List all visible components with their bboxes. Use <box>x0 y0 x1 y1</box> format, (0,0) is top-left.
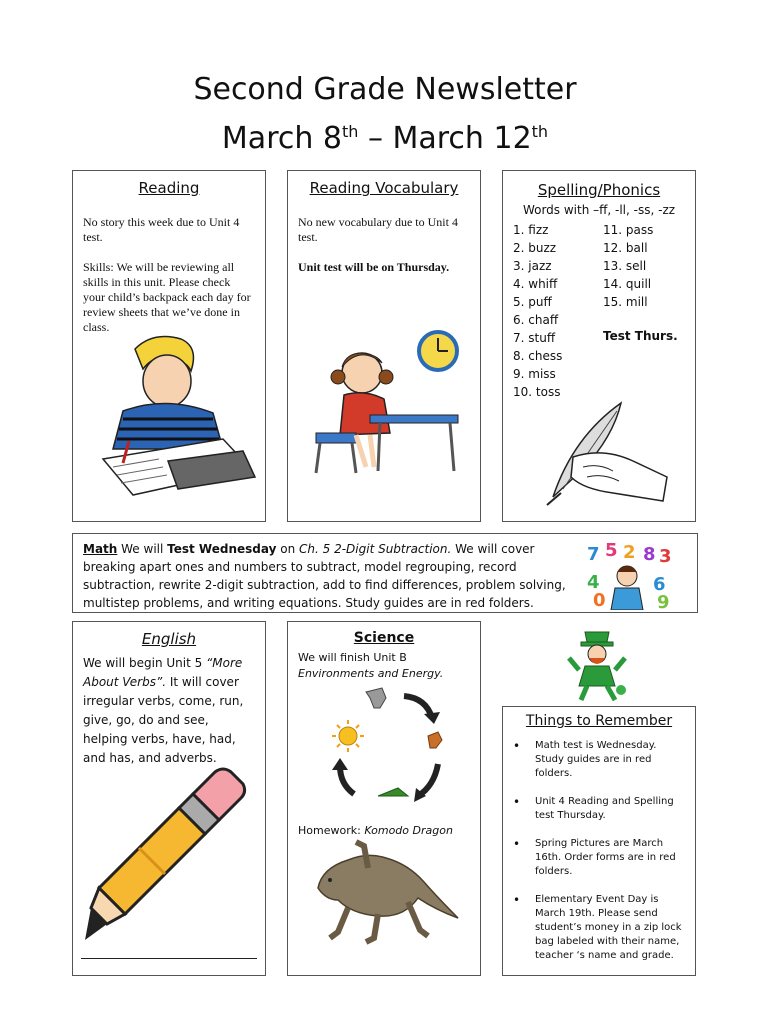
svg-text:5: 5 <box>605 540 618 561</box>
girl-at-desk-illustration <box>300 343 470 478</box>
vocabulary-text-1: No new vocabulary due to Unit 4 test. <box>298 215 458 244</box>
reminders-section <box>502 706 696 976</box>
reminders-list <box>513 739 685 963</box>
svg-text:4: 4 <box>587 572 600 593</box>
svg-text:6: 6 <box>653 574 666 595</box>
svg-text:8: 8 <box>643 544 656 565</box>
newsletter-title: Second Grade Newsletter <box>193 72 577 107</box>
reading-section <box>72 170 266 522</box>
svg-text:3: 3 <box>659 546 672 567</box>
spelling-subtitle: Words with –ff, -ll, -ss, -zz <box>522 203 676 217</box>
svg-text:2: 2 <box>623 542 636 563</box>
spelling-word: 4. whiff <box>513 277 558 291</box>
spelling-test-note: Test Thurs. <box>603 329 678 343</box>
spelling-word: 11. pass <box>603 223 654 237</box>
spelling-word: 5. puff <box>513 295 552 309</box>
reminders-heading: Things to Remember <box>525 713 673 729</box>
homework-text: Homework: Komodo Dragon <box>298 824 453 837</box>
spelling-word: 13. sell <box>603 259 647 273</box>
spelling-word: 14. quill <box>603 277 652 291</box>
spelling-word: 3. jazz <box>513 259 552 273</box>
spelling-word: 6. chaff <box>513 313 559 327</box>
svg-text:7: 7 <box>587 544 600 565</box>
svg-text:0: 0 <box>593 590 606 610</box>
math-label: Math <box>83 542 118 556</box>
reminder-item: • Elementary Event Day is March 19th. Please send student’s money in a zip lock bag labeled with their name, teacher ‘s name and grade. <box>513 893 685 963</box>
svg-text:9: 9 <box>657 592 670 610</box>
vocabulary-text-2: Unit test will be on Thursday. <box>298 260 450 274</box>
komodo-dragon-illustration <box>308 838 468 948</box>
spelling-word: 1. fizz <box>513 223 549 237</box>
reminder-item: • Spring Pictures are March 16th. Order forms are in red folders. <box>513 837 685 879</box>
vocabulary-section <box>287 170 481 522</box>
newsletter-date-range: March 8th – March 12th <box>221 121 549 156</box>
energy-cycle-diagram <box>310 684 460 814</box>
spelling-word: 8. chess <box>513 349 563 363</box>
spelling-word-list-right <box>603 221 653 311</box>
science-heading: Science <box>353 630 415 646</box>
reading-text-2: Skills: We will be reviewing all skills in this unit. Please check your child’s backpack each day for review sheets that we’ve done in class. <box>83 260 251 334</box>
english-heading: English <box>141 630 197 648</box>
boy-writing-illustration <box>73 329 265 519</box>
science-section <box>287 621 481 976</box>
vocabulary-heading: Reading Vocabulary <box>309 179 459 197</box>
reminder-item: • Unit 4 Reading and Spelling test Thursday. <box>513 795 685 823</box>
math-text: Math We will Test Wednesday on Ch. 5 2-Digit Subtraction. We will cover breaking apart ones and numbers to subtract, model regrouping, record subtraction, rewrite 2-digit subtraction, add to find differences, problem solving, multistep problems, and writing equations. Study guides are in red folders. <box>83 542 566 610</box>
math-section <box>72 533 698 613</box>
reminder-item: • Math test is Wednesday. Study guides are in red folders. <box>513 739 685 781</box>
pencil-illustration <box>81 762 251 972</box>
spelling-word: 2. buzz <box>513 241 557 255</box>
divider-line <box>81 958 257 959</box>
spelling-word: 9. miss <box>513 367 556 381</box>
leprechaun-illustration <box>565 628 629 704</box>
spelling-word: 10. toss <box>513 385 561 399</box>
spelling-word-list-left <box>513 221 562 401</box>
numbers-girl-illustration <box>583 538 675 610</box>
spelling-word: 15. mill <box>603 295 648 309</box>
english-text: We will begin Unit 5 “More About Verbs”. It will cover irregular verbs, come, run, give, go, do and see, helping verbs, have, had, and has, and adverbs. <box>83 656 244 765</box>
english-section <box>72 621 266 976</box>
spelling-section <box>502 170 696 522</box>
reading-text-1: No story this week due to Unit 4 test. <box>83 215 240 244</box>
science-text: We will finish Unit B Environments and Energy. <box>298 651 444 680</box>
spelling-word: 7. stuff <box>513 331 556 345</box>
spelling-word: 12. ball <box>603 241 648 255</box>
quill-pen-illustration <box>543 397 673 507</box>
spelling-heading: Spelling/Phonics <box>537 181 661 199</box>
reading-heading: Reading <box>138 179 200 197</box>
